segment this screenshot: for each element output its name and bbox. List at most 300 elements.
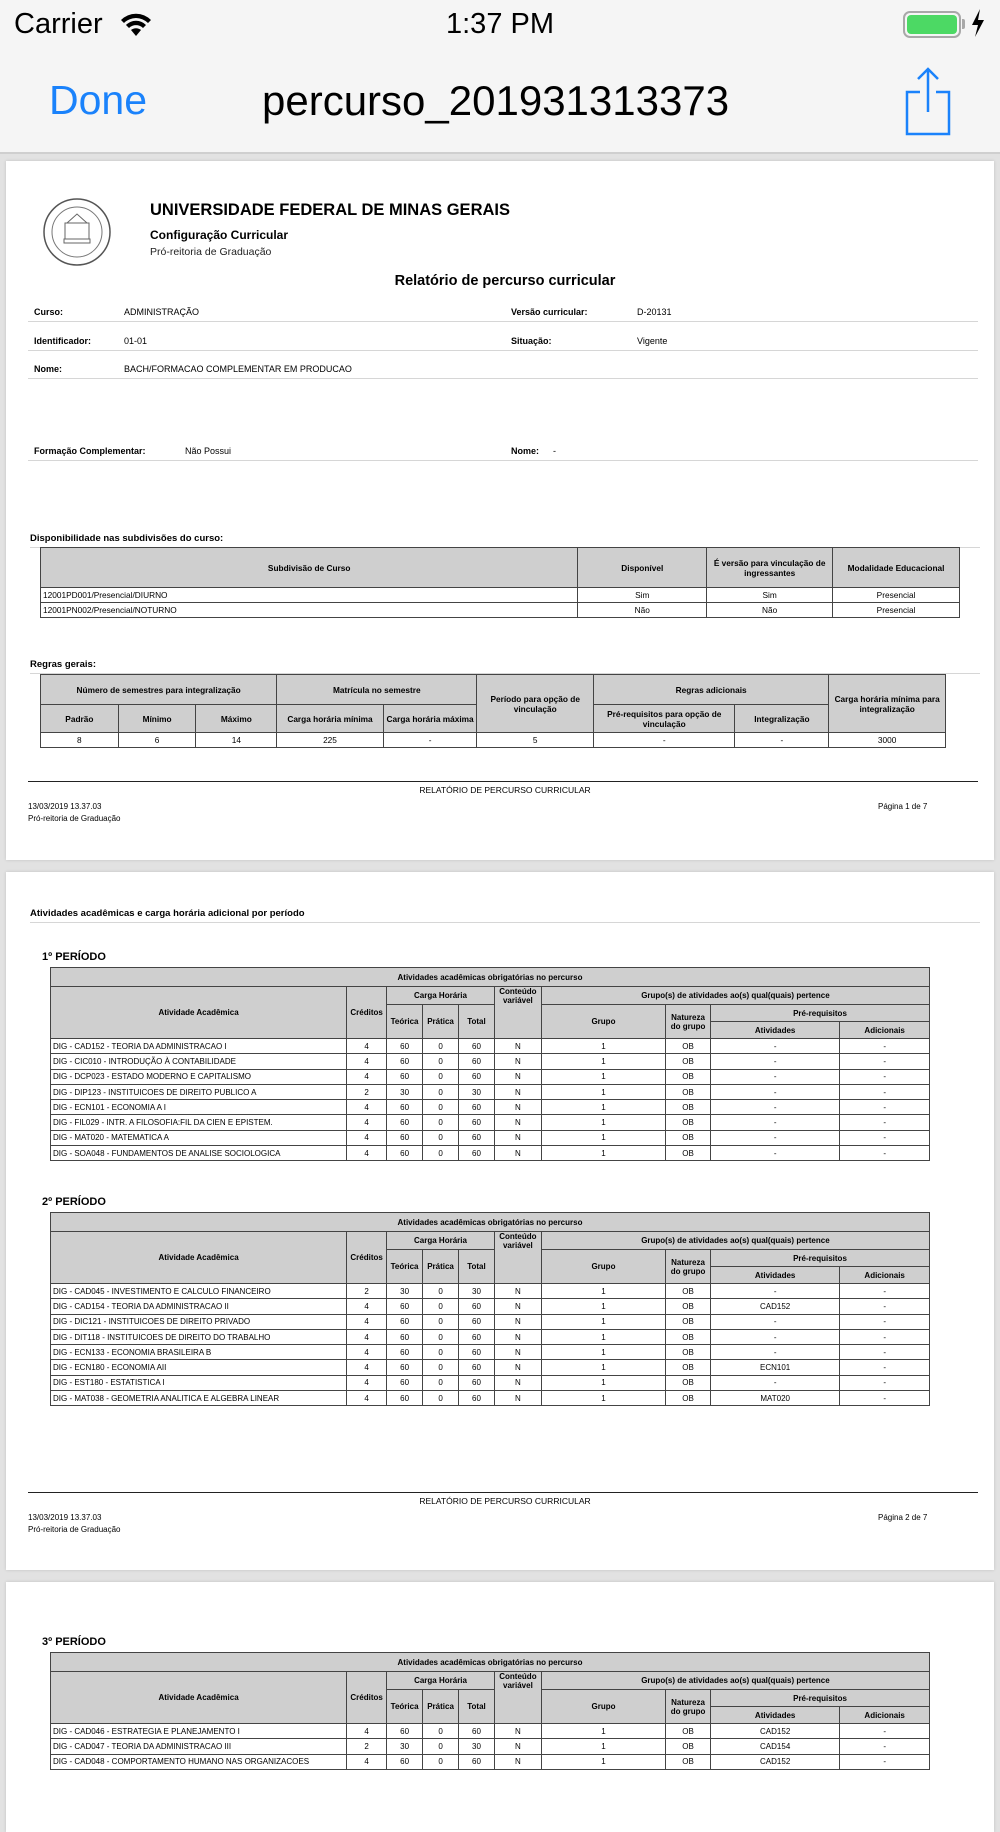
cell: 60 xyxy=(459,1130,495,1145)
cell: N xyxy=(494,1724,541,1739)
cell: OB xyxy=(666,1284,711,1299)
cell: 60 xyxy=(387,1724,423,1739)
cell: - xyxy=(840,1391,930,1406)
cell: 4 xyxy=(347,1039,387,1054)
pdf-page-2 xyxy=(6,872,994,1570)
cell: - xyxy=(711,1100,840,1115)
table-row xyxy=(51,1360,930,1375)
cell: N xyxy=(494,1115,541,1130)
header-prereq: Pré-requisitos xyxy=(711,1690,930,1707)
field-row-nome xyxy=(28,359,978,379)
cell: 0 xyxy=(423,1299,459,1314)
cell: 6 xyxy=(118,733,196,748)
cell: Sim xyxy=(578,588,707,603)
cell: 30 xyxy=(459,1284,495,1299)
cell: 0 xyxy=(423,1146,459,1161)
cell: 60 xyxy=(387,1329,423,1344)
cell: DIG - CAD047 - TEORIA DA ADMINISTRACAO III xyxy=(51,1739,347,1754)
cell: 1 xyxy=(541,1329,665,1344)
cell: 60 xyxy=(459,1314,495,1329)
cell: N xyxy=(494,1039,541,1054)
cell: 1 xyxy=(541,1069,665,1084)
header-natureza: Natureza do grupo xyxy=(666,1005,711,1039)
header-ch-min: Carga horária mínima xyxy=(277,705,384,733)
footer-title: RELATÓRIO DE PERCURSO CURRICULAR xyxy=(419,785,591,795)
cell: 4 xyxy=(347,1345,387,1360)
cell: 0 xyxy=(423,1314,459,1329)
cell: 1 xyxy=(541,1100,665,1115)
cell: OB xyxy=(666,1115,711,1130)
cell: 12001PN002/Presencial/NOTURNO xyxy=(41,603,578,618)
cell: - xyxy=(711,1115,840,1130)
cell: 60 xyxy=(387,1100,423,1115)
cell: 60 xyxy=(387,1299,423,1314)
cell: 1 xyxy=(541,1115,665,1130)
header-modalidade: Modalidade Educacional xyxy=(833,548,960,588)
field-row-identificador xyxy=(28,331,978,351)
table-row xyxy=(51,1724,930,1739)
cell: 3000 xyxy=(829,733,946,748)
cell: 1 xyxy=(541,1130,665,1145)
cell: - xyxy=(711,1345,840,1360)
header-prereq-atividades: Atividades xyxy=(711,1022,840,1039)
cell: 60 xyxy=(387,1115,423,1130)
cell: - xyxy=(840,1739,930,1754)
header-prereq-adicionais: Adicionais xyxy=(840,1022,930,1039)
header-carga-minima: Carga horária mínima para integralização xyxy=(829,675,946,733)
cell: - xyxy=(711,1375,840,1390)
header-periodo: Período para opção de vinculação xyxy=(477,675,594,733)
header-grupos: Grupo(s) de atividades ao(s) qual(quais) pertence xyxy=(541,987,929,1005)
cell: 4 xyxy=(347,1329,387,1344)
header-creditos: Créditos xyxy=(347,987,387,1039)
cell: N xyxy=(494,1345,541,1360)
cell: 4 xyxy=(347,1130,387,1145)
cell: DIG - DIT118 - INSTITUICOES DE DIREITO DO TRABALHO xyxy=(51,1329,347,1344)
header-grupos: Grupo(s) de atividades ao(s) qual(quais) pertence xyxy=(541,1672,929,1690)
table-row xyxy=(51,1375,930,1390)
cell: DIG - DIC121 - INSTITUICOES DE DIREITO PRIVADO xyxy=(51,1314,347,1329)
cell: 1 xyxy=(541,1054,665,1069)
cell: N xyxy=(494,1739,541,1754)
cell: - xyxy=(840,1375,930,1390)
header-grupo: Grupo xyxy=(541,1005,665,1039)
cell: 0 xyxy=(423,1329,459,1344)
header-prereq-atividades: Atividades xyxy=(711,1707,840,1724)
cell: 4 xyxy=(347,1754,387,1769)
cell: DIG - EST180 - ESTATISTICA I xyxy=(51,1375,347,1390)
cell: 0 xyxy=(423,1345,459,1360)
nome-label: Nome: xyxy=(34,364,63,374)
table-row xyxy=(41,588,960,603)
header-ch-max: Carga horária máxima xyxy=(383,705,477,733)
cell: - xyxy=(840,1115,930,1130)
cell: DIG - ECN101 - ECONOMIA A I xyxy=(51,1100,347,1115)
cell: CAD154 xyxy=(711,1739,840,1754)
header-conteudo: Conteúdo variável xyxy=(494,987,541,1039)
cell: 60 xyxy=(459,1345,495,1360)
cell: - xyxy=(711,1329,840,1344)
cell: 1 xyxy=(541,1375,665,1390)
curso-label: Curso: xyxy=(34,307,63,317)
cell: 60 xyxy=(459,1724,495,1739)
cell: N xyxy=(494,1329,541,1344)
cell: - xyxy=(711,1314,840,1329)
table-row xyxy=(51,1146,930,1161)
identificador-value: 01-01 xyxy=(124,336,148,346)
atividades-table xyxy=(50,967,930,1161)
header-prereq-adicionais: Adicionais xyxy=(840,1267,930,1284)
cell: 0 xyxy=(423,1054,459,1069)
cell: 0 xyxy=(423,1724,459,1739)
cell: OB xyxy=(666,1314,711,1329)
cell: DIG - CAD154 - TEORIA DA ADMINISTRACAO II xyxy=(51,1299,347,1314)
situacao-label: Situação: xyxy=(511,336,552,346)
cell: OB xyxy=(666,1345,711,1360)
cell: OB xyxy=(666,1329,711,1344)
cell: - xyxy=(711,1084,840,1099)
cell: - xyxy=(840,1100,930,1115)
cell: 4 xyxy=(347,1391,387,1406)
cell: 60 xyxy=(459,1115,495,1130)
header-teorica: Teórica xyxy=(387,1250,423,1284)
cell: 60 xyxy=(387,1130,423,1145)
cell: N xyxy=(494,1054,541,1069)
cell: Presencial xyxy=(833,603,960,618)
cell: 1 xyxy=(541,1739,665,1754)
cell: - xyxy=(711,1054,840,1069)
battery-icon xyxy=(903,11,961,38)
cell: 0 xyxy=(423,1130,459,1145)
cell: 4 xyxy=(347,1314,387,1329)
cell: 1 xyxy=(541,1754,665,1769)
cell: - xyxy=(840,1360,930,1375)
footer-title: RELATÓRIO DE PERCURSO CURRICULAR xyxy=(419,1496,591,1506)
header-adicionais: Regras adicionais xyxy=(594,675,829,705)
table-row xyxy=(51,1069,930,1084)
header-padrao: Padrão xyxy=(41,705,119,733)
report-title: Relatório de percurso curricular xyxy=(394,273,616,289)
header-matricula: Matrícula no semestre xyxy=(277,675,477,705)
header-atividade: Atividade Acadêmica xyxy=(51,1232,347,1284)
cell: - xyxy=(840,1069,930,1084)
cell: 0 xyxy=(423,1039,459,1054)
cell: DIG - DCP023 - ESTADO MODERNO E CAPITALISMO xyxy=(51,1069,347,1084)
cell: - xyxy=(840,1345,930,1360)
cell: 30 xyxy=(387,1284,423,1299)
cell: 0 xyxy=(423,1284,459,1299)
header-grupo: Grupo xyxy=(541,1690,665,1724)
cell: DIG - FIL029 - INTR. A FILOSOFIA:FIL DA CIEN E EPISTEM. xyxy=(51,1115,347,1130)
battery-tip xyxy=(962,19,965,29)
curso-value: ADMINISTRAÇÃO xyxy=(124,307,200,317)
department-name: Pró-reitoria de Graduação xyxy=(150,246,272,258)
header-semestres: Número de semestres para integralização xyxy=(41,675,277,705)
cell: 1 xyxy=(541,1724,665,1739)
cell: 60 xyxy=(387,1146,423,1161)
cell: - xyxy=(840,1724,930,1739)
header-carga: Carga Horária xyxy=(387,1672,495,1690)
header-minimo: Mínimo xyxy=(118,705,196,733)
disponibilidade-title: Disponibilidade nas subdivisões do curso: xyxy=(30,533,980,548)
footer-timestamp: 13/03/2019 13.37.03 xyxy=(28,802,102,811)
cell: - xyxy=(711,1130,840,1145)
table-row xyxy=(41,733,946,748)
header-vinculacao: É versão para vinculação de ingressantes xyxy=(707,548,833,588)
cell: DIG - DIP123 - INSTITUICOES DE DIREITO PUBLICO A xyxy=(51,1084,347,1099)
header-conteudo: Conteúdo variável xyxy=(494,1232,541,1284)
cell: 60 xyxy=(459,1375,495,1390)
cell: OB xyxy=(666,1130,711,1145)
nome-value: BACH/FORMACAO COMPLEMENTAR EM PRODUCAO xyxy=(124,364,352,374)
periodo-3-table-wrap xyxy=(50,1652,930,1770)
cell: DIG - CAD152 - TEORIA DA ADMINISTRACAO I xyxy=(51,1039,347,1054)
cell: MAT020 xyxy=(711,1391,840,1406)
header-disponivel: Disponível xyxy=(578,548,707,588)
cell: Não xyxy=(707,603,833,618)
cell: DIG - ECN133 - ECONOMIA BRASILEIRA B xyxy=(51,1345,347,1360)
cell: OB xyxy=(666,1299,711,1314)
header-pratica: Prática xyxy=(423,1250,459,1284)
cell: N xyxy=(494,1314,541,1329)
cell: ECN101 xyxy=(711,1360,840,1375)
table-row xyxy=(51,1754,930,1769)
header-main: Atividades acadêmicas obrigatórias no percurso xyxy=(51,1653,930,1672)
cell: 60 xyxy=(387,1391,423,1406)
cell: 60 xyxy=(459,1754,495,1769)
cell: 1 xyxy=(541,1084,665,1099)
cell: 60 xyxy=(387,1754,423,1769)
cell: - xyxy=(840,1054,930,1069)
cell: OB xyxy=(666,1054,711,1069)
table-row xyxy=(51,1100,930,1115)
cell: 1 xyxy=(541,1284,665,1299)
cell: CAD152 xyxy=(711,1724,840,1739)
cell: 30 xyxy=(459,1084,495,1099)
cell: 60 xyxy=(459,1069,495,1084)
clock: 1:37 PM xyxy=(446,8,554,40)
cell: 4 xyxy=(347,1299,387,1314)
cell: - xyxy=(840,1299,930,1314)
cell: 8 xyxy=(41,733,119,748)
periodo-3-title: 3º PERÍODO xyxy=(42,1636,106,1648)
header-prereq: Pré-requisitos xyxy=(711,1250,930,1267)
cell: - xyxy=(840,1314,930,1329)
cell: OB xyxy=(666,1069,711,1084)
cell: 60 xyxy=(459,1360,495,1375)
cell: 1 xyxy=(541,1345,665,1360)
cell: 1 xyxy=(541,1039,665,1054)
cell: - xyxy=(711,1284,840,1299)
cell: 4 xyxy=(347,1100,387,1115)
cell: N xyxy=(494,1391,541,1406)
periodo-2-table-wrap xyxy=(50,1212,930,1406)
cell: - xyxy=(840,1084,930,1099)
table-row xyxy=(51,1084,930,1099)
cell: OB xyxy=(666,1375,711,1390)
table-row xyxy=(51,1739,930,1754)
cell: - xyxy=(735,733,829,748)
identificador-label: Identificador: xyxy=(34,336,92,346)
cell: 60 xyxy=(387,1054,423,1069)
cell: 1 xyxy=(541,1146,665,1161)
cell: 60 xyxy=(387,1360,423,1375)
cell: Não xyxy=(578,603,707,618)
header-main: Atividades acadêmicas obrigatórias no percurso xyxy=(51,968,930,987)
pdf-page-3 xyxy=(6,1582,994,1832)
cell: N xyxy=(494,1754,541,1769)
cell: 0 xyxy=(423,1739,459,1754)
header-prereq: Pré-requisitos xyxy=(711,1005,930,1022)
table-row xyxy=(41,603,960,618)
cell: CAD152 xyxy=(711,1754,840,1769)
share-icon[interactable] xyxy=(903,66,953,138)
periodo-1-table-wrap xyxy=(50,967,930,1161)
header-carga: Carga Horária xyxy=(387,987,495,1005)
cell: 60 xyxy=(459,1299,495,1314)
cell: DIG - CIC010 - INTRODUÇÃO À CONTABILIDADE xyxy=(51,1054,347,1069)
cell: - xyxy=(840,1284,930,1299)
disponibilidade-table xyxy=(40,547,960,618)
nome2-value: - xyxy=(553,446,556,456)
cell: 5 xyxy=(477,733,594,748)
done-button[interactable]: Done xyxy=(49,77,148,123)
table-row xyxy=(51,1314,930,1329)
field-row-formacao xyxy=(28,441,978,461)
cell: 60 xyxy=(459,1100,495,1115)
cell: 4 xyxy=(347,1375,387,1390)
atividades-table xyxy=(50,1652,930,1770)
versao-label: Versão curricular: xyxy=(511,307,588,317)
cell: 225 xyxy=(277,733,384,748)
cell: OB xyxy=(666,1039,711,1054)
header-total: Total xyxy=(459,1005,495,1039)
pdf-page-1 xyxy=(6,161,994,860)
header-atividade: Atividade Acadêmica xyxy=(51,1672,347,1724)
cell: 12001PD001/Presencial/DIURNO xyxy=(41,588,578,603)
cell: 4 xyxy=(347,1054,387,1069)
cell: 60 xyxy=(459,1054,495,1069)
footer-timestamp: 13/03/2019 13.37.03 xyxy=(28,1513,102,1522)
cell: 60 xyxy=(387,1375,423,1390)
navigation-bar xyxy=(0,50,1000,154)
regras-title: Regras gerais: xyxy=(30,659,980,674)
cell: OB xyxy=(666,1724,711,1739)
cell: - xyxy=(711,1039,840,1054)
page-number: Página 2 de 7 xyxy=(878,1513,928,1522)
header-carga: Carga Horária xyxy=(387,1232,495,1250)
cell: - xyxy=(383,733,477,748)
cell: OB xyxy=(666,1391,711,1406)
cell: DIG - CAD048 - COMPORTAMENTO HUMANO NAS ORGANIZACOES xyxy=(51,1754,347,1769)
header-grupo: Grupo xyxy=(541,1250,665,1284)
cell: 4 xyxy=(347,1146,387,1161)
cell: 0 xyxy=(423,1069,459,1084)
header-natureza: Natureza do grupo xyxy=(666,1250,711,1284)
status-bar xyxy=(0,0,1000,50)
header-teorica: Teórica xyxy=(387,1690,423,1724)
regras-table xyxy=(40,674,946,748)
cell: 1 xyxy=(541,1299,665,1314)
header-atividade: Atividade Acadêmica xyxy=(51,987,347,1039)
table-row xyxy=(51,1299,930,1314)
cell: N xyxy=(494,1100,541,1115)
table-row xyxy=(51,1284,930,1299)
table-row xyxy=(51,1054,930,1069)
cell: N xyxy=(494,1360,541,1375)
cell: 60 xyxy=(459,1391,495,1406)
table-row xyxy=(51,1130,930,1145)
cell: N xyxy=(494,1069,541,1084)
cell: - xyxy=(594,733,735,748)
nome2-label: Nome: xyxy=(511,446,540,456)
versao-value: D-20131 xyxy=(637,307,672,317)
cell: DIG - CAD046 - ESTRATEGIA E PLANEJAMENTO I xyxy=(51,1724,347,1739)
header-natureza: Natureza do grupo xyxy=(666,1690,711,1724)
periodo-1-title: 1º PERÍODO xyxy=(42,951,106,963)
cell: 1 xyxy=(541,1314,665,1329)
cell: 4 xyxy=(347,1115,387,1130)
cell: OB xyxy=(666,1739,711,1754)
ufmg-seal-logo xyxy=(42,197,112,267)
formacao-label: Formação Complementar: xyxy=(34,446,146,456)
header-creditos: Créditos xyxy=(347,1672,387,1724)
cell: 4 xyxy=(347,1069,387,1084)
cell: 1 xyxy=(541,1360,665,1375)
footer-department: Pró-reitoria de Graduação xyxy=(28,1525,121,1534)
cell: N xyxy=(494,1146,541,1161)
cell: 60 xyxy=(387,1039,423,1054)
atividades-table xyxy=(50,1212,930,1406)
header-conteudo: Conteúdo variável xyxy=(494,1672,541,1724)
header-grupos: Grupo(s) de atividades ao(s) qual(quais) pertence xyxy=(541,1232,929,1250)
footer-divider xyxy=(28,781,978,782)
cell: 0 xyxy=(423,1391,459,1406)
cell: DIG - CAD045 - INVESTIMENTO E CALCULO FINANCEIRO xyxy=(51,1284,347,1299)
cell: 60 xyxy=(459,1039,495,1054)
cell: OB xyxy=(666,1146,711,1161)
university-name: UNIVERSIDADE FEDERAL DE MINAS GERAIS xyxy=(150,201,510,219)
header-subdivisao: Subdivisão de Curso xyxy=(41,548,578,588)
table-row xyxy=(51,1391,930,1406)
cell: 0 xyxy=(423,1100,459,1115)
cell: 60 xyxy=(459,1329,495,1344)
cell: 14 xyxy=(196,733,277,748)
table-row xyxy=(51,1329,930,1344)
cell: - xyxy=(711,1069,840,1084)
cell: N xyxy=(494,1375,541,1390)
header-maximo: Máximo xyxy=(196,705,277,733)
charging-bolt-icon xyxy=(970,8,986,38)
cell: OB xyxy=(666,1084,711,1099)
cell: 0 xyxy=(423,1375,459,1390)
header-prereq-atividades: Atividades xyxy=(711,1267,840,1284)
table-row xyxy=(51,1345,930,1360)
cell: DIG - SOA048 - FUNDAMENTOS DE ANALISE SOCIOLOGICA xyxy=(51,1146,347,1161)
cell: 4 xyxy=(347,1360,387,1375)
header-prereq: Pré-requisitos para opção de vinculação xyxy=(594,705,735,733)
cell: Sim xyxy=(707,588,833,603)
cell: 60 xyxy=(387,1345,423,1360)
cell: N xyxy=(494,1130,541,1145)
cell: DIG - MAT020 - MATEMATICA A xyxy=(51,1130,347,1145)
cell: OB xyxy=(666,1360,711,1375)
cell: OB xyxy=(666,1100,711,1115)
report-subtitle: Configuração Curricular xyxy=(150,228,289,242)
cell: Presencial xyxy=(833,588,960,603)
cell: 1 xyxy=(541,1391,665,1406)
cell: DIG - MAT038 - GEOMETRIA ANALITICA E ALGEBRA LINEAR xyxy=(51,1391,347,1406)
